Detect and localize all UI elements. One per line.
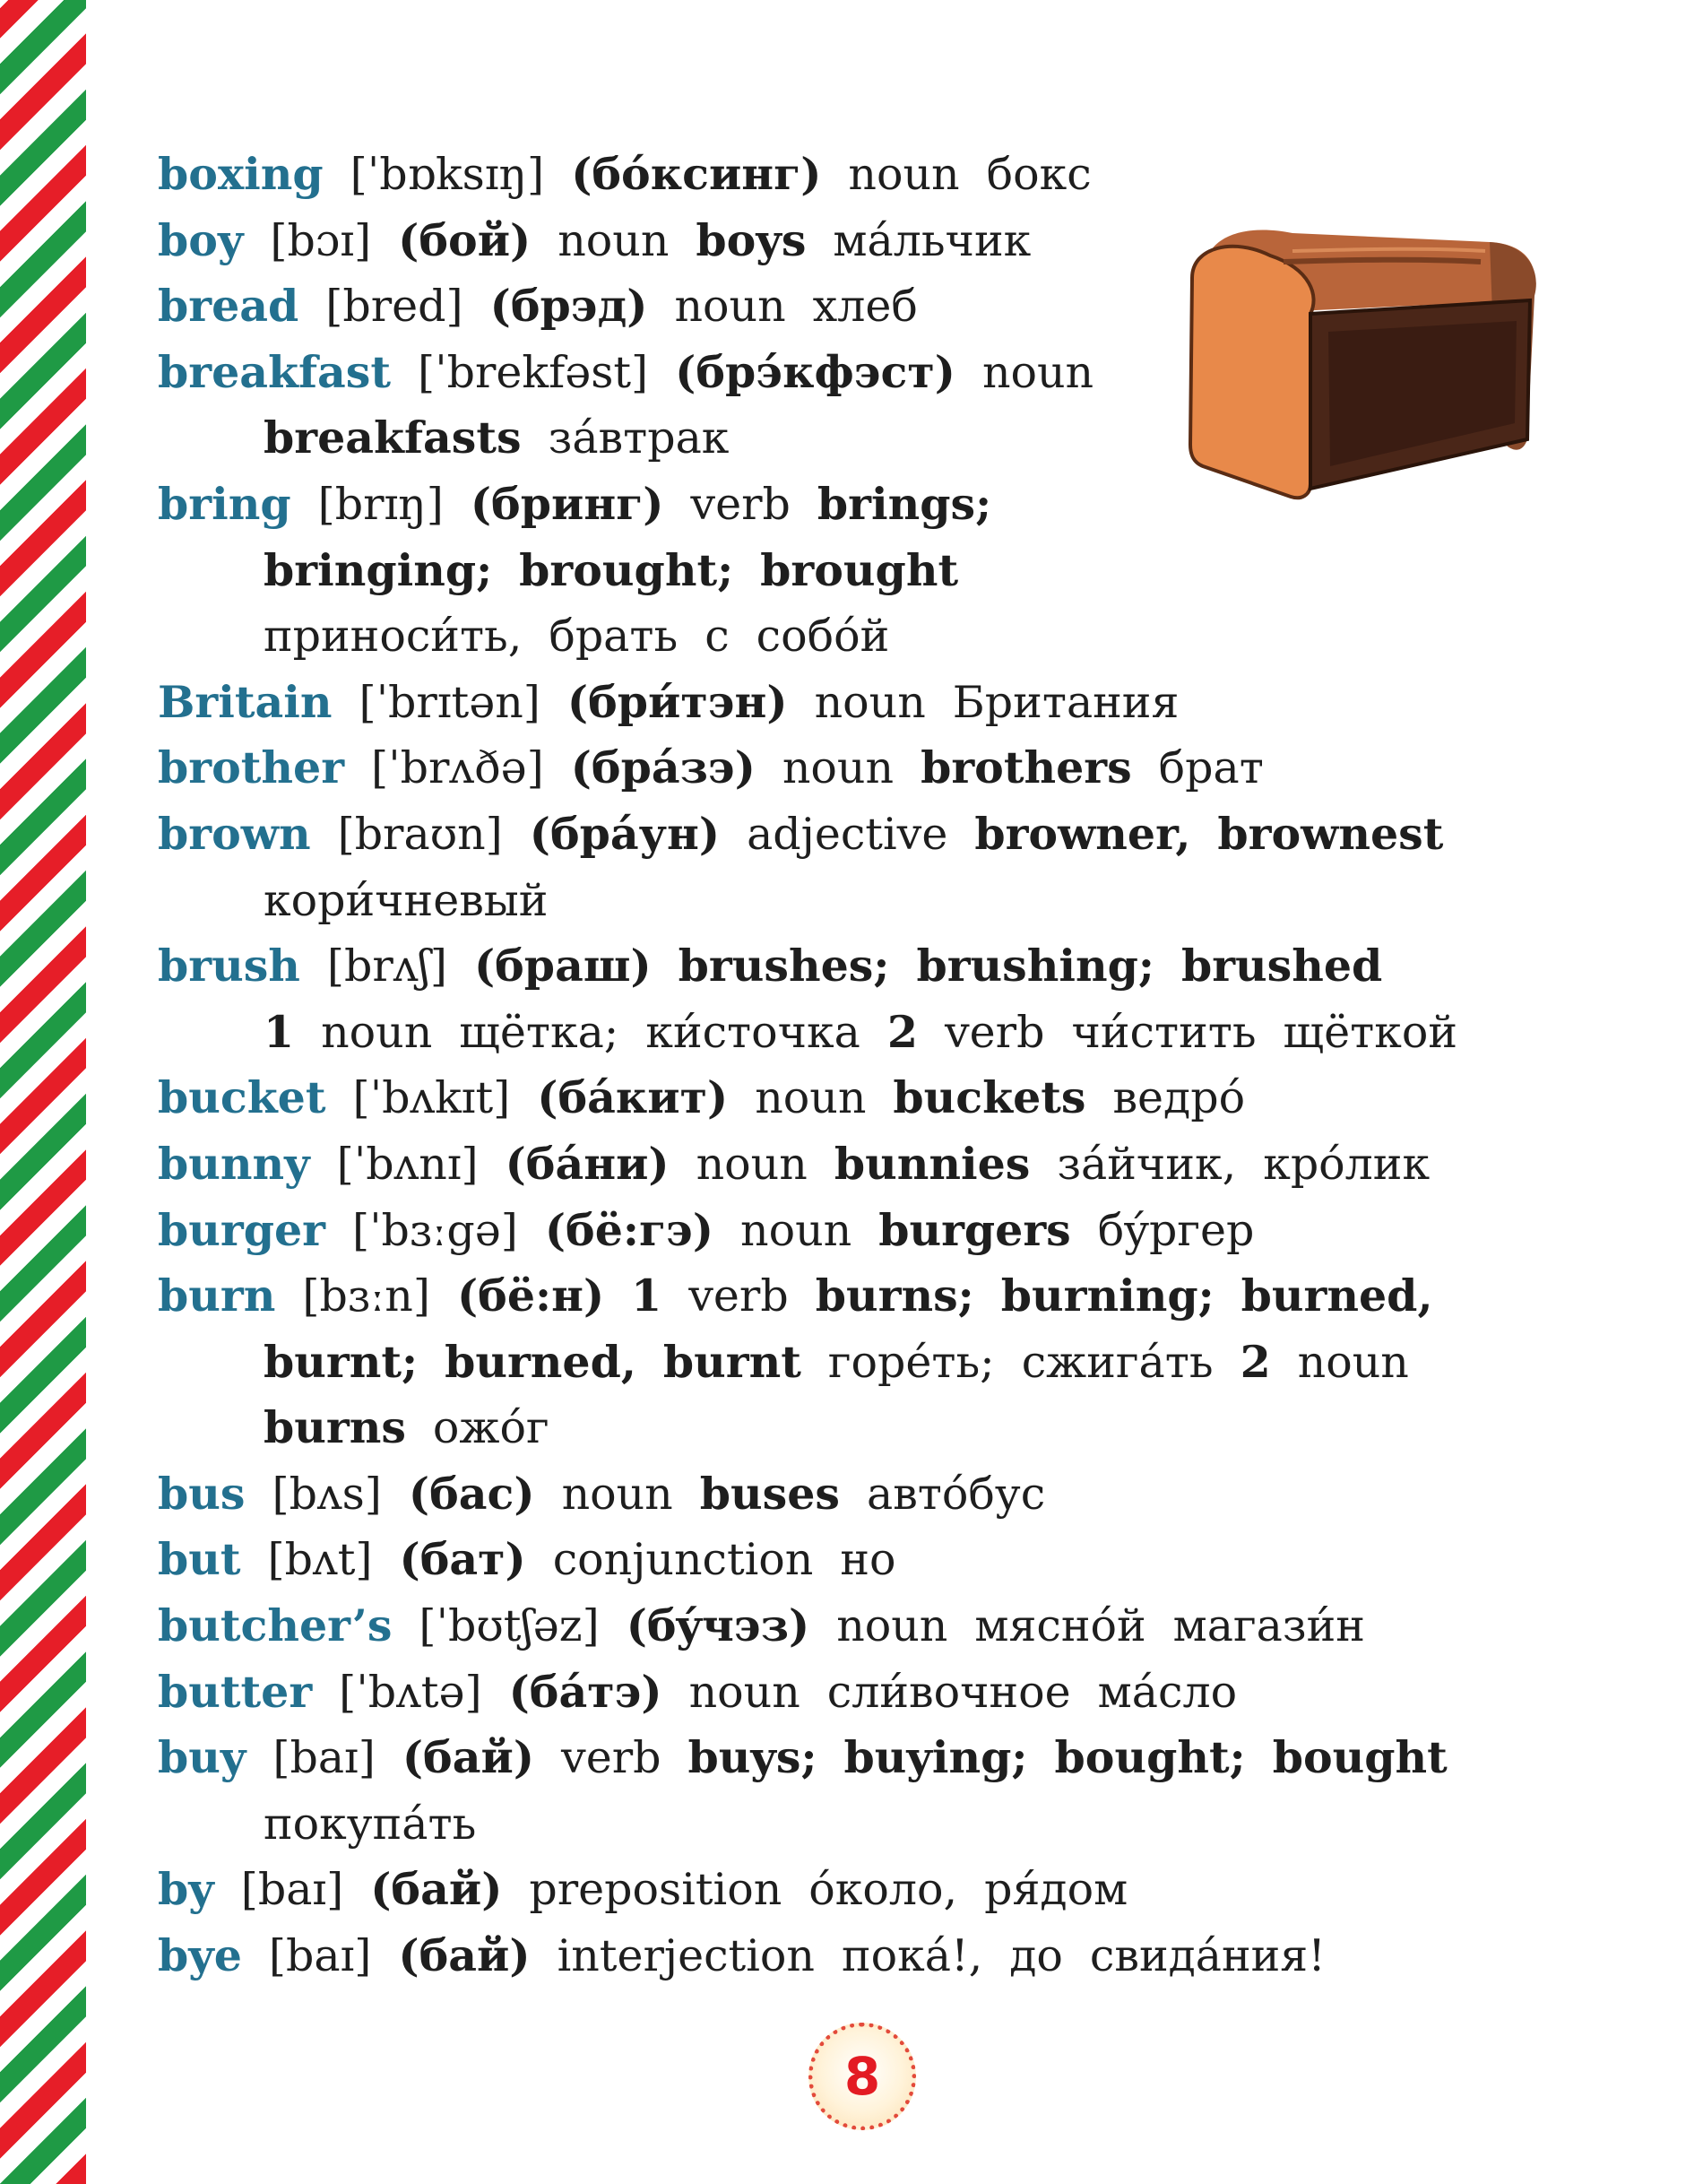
- entry-text: noun: [321, 1006, 433, 1058]
- entry-text: (брáзэ): [570, 741, 756, 794]
- entry-text: [ˈbɜːgə]: [351, 1204, 518, 1256]
- entry-text: хлеб: [812, 281, 918, 333]
- headword: brother: [158, 741, 345, 794]
- entry-text: [ˈbɒksɪŋ]: [350, 149, 545, 200]
- entry-text: сжигáть: [1021, 1336, 1214, 1388]
- entry-line: [158, 670, 1592, 736]
- entry-text: buying;: [843, 1731, 1028, 1784]
- entry-text: buys;: [687, 1731, 817, 1784]
- headword: bunny: [158, 1137, 310, 1190]
- entry-text: burned,: [1241, 1270, 1433, 1322]
- headword: bread: [158, 280, 299, 333]
- entry-text: [ˈbʌnɪ]: [336, 1138, 479, 1190]
- entry-text: до: [1009, 1930, 1063, 1982]
- entry-text: брат: [1158, 742, 1264, 794]
- entry-text: [ˈbrɪtən]: [359, 676, 540, 728]
- entry-text: чи́стить: [1071, 1006, 1257, 1058]
- entry-text: burning;: [1000, 1270, 1215, 1322]
- entry-text: щёткой: [1283, 1006, 1457, 1058]
- decorative-stripe-border: [0, 0, 86, 2184]
- entry-line: [158, 538, 1592, 604]
- entry-text: noun: [740, 1204, 852, 1256]
- headword: burger: [158, 1203, 325, 1256]
- entry-text: noun: [848, 149, 960, 200]
- entry-text: (бат): [399, 1533, 526, 1586]
- entry-text: [bʌs]: [272, 1468, 382, 1520]
- entry-text: noun: [558, 214, 670, 266]
- entry-text: [ˈbʌtə]: [339, 1666, 482, 1718]
- entry-text: (брáун): [529, 807, 721, 860]
- entry-line: [158, 802, 1592, 868]
- entry-text: [baɪ]: [268, 1930, 372, 1982]
- entry-text: verb: [945, 1006, 1045, 1058]
- entry-text: [braʊn]: [337, 808, 503, 860]
- entry-text: brought;: [519, 543, 734, 596]
- entry-text: приноси́ть,: [264, 611, 523, 663]
- headword: butter: [158, 1665, 313, 1718]
- entry-text: Британия: [952, 676, 1180, 728]
- entry-text: brushes;: [678, 940, 890, 992]
- entry-text: магази́н: [1172, 1600, 1365, 1652]
- entry-text: bringing;: [264, 543, 493, 596]
- entry-text: [bɜːn]: [302, 1270, 430, 1322]
- entry-text: но: [840, 1534, 896, 1586]
- entry-text: сли́вочное: [826, 1666, 1071, 1718]
- entry-text: 1: [264, 1005, 295, 1058]
- headword: butcher’s: [158, 1599, 393, 1652]
- entry-text: покá!,: [841, 1930, 983, 1982]
- headword: but: [158, 1533, 241, 1586]
- entry-text: ря́дом: [984, 1864, 1128, 1916]
- entry-text: бокс: [986, 149, 1092, 200]
- headword: bring: [158, 477, 291, 530]
- entry-line: [158, 1593, 1592, 1660]
- entry-text: (бё:гэ): [544, 1203, 714, 1256]
- entry-text: boys: [696, 213, 807, 266]
- headword: by: [158, 1863, 214, 1916]
- entry-text: мáсло: [1097, 1666, 1238, 1718]
- entry-text: noun: [688, 1666, 800, 1718]
- entry-text: [baɪ]: [272, 1732, 376, 1784]
- entry-text: мáльчик: [833, 214, 1032, 266]
- entry-text: burns: [264, 1401, 406, 1454]
- entry-text: (браш): [473, 940, 652, 992]
- entry-text: (брэд): [489, 280, 648, 333]
- headword: brown: [158, 807, 311, 860]
- entry-text: (бýчэз): [626, 1599, 810, 1652]
- entry-text: noun: [782, 742, 895, 794]
- entry-text: brothers: [921, 741, 1132, 794]
- entry-text: brownest: [1217, 807, 1444, 860]
- entry-text: ведрó: [1112, 1072, 1246, 1124]
- entry-text: burnt;: [264, 1335, 419, 1388]
- entry-text: [brɪŋ]: [317, 478, 444, 530]
- headword: boy: [158, 213, 244, 266]
- bread-loaf-illustration: [1185, 215, 1543, 502]
- entry-line: [158, 735, 1592, 802]
- page-number: 8: [808, 2023, 916, 2130]
- entry-text: (бáтэ): [508, 1665, 662, 1718]
- headword: bye: [158, 1929, 242, 1982]
- entry-text: adjective: [747, 808, 948, 860]
- entry-text: [ˈbrʌðə]: [371, 742, 544, 794]
- entry-line: [158, 933, 1592, 1000]
- entry-line: [158, 1725, 1592, 1791]
- entry-text: [ˈbʊtʃəz]: [419, 1600, 600, 1652]
- entry-line: [158, 1330, 1592, 1396]
- entry-text: (бай): [402, 1731, 535, 1784]
- entry-text: brushed: [1180, 940, 1383, 992]
- entry-text: verb: [688, 1270, 789, 1322]
- entry-text: óколо,: [808, 1864, 958, 1916]
- entry-text: горéть;: [827, 1336, 995, 1388]
- entry-text: покупáть: [264, 1798, 477, 1850]
- entry-text: (бáкит): [537, 1071, 729, 1124]
- entry-text: verb: [561, 1732, 661, 1784]
- entry-text: [ˈbrekfəst]: [418, 346, 649, 398]
- entry-text: brings;: [817, 477, 992, 530]
- entry-line: [158, 1395, 1592, 1461]
- entry-text: (бóксинг): [571, 148, 822, 200]
- entry-text: [bʌt]: [267, 1534, 373, 1586]
- entry-text: ожóг: [432, 1402, 549, 1454]
- entry-text: [baɪ]: [240, 1864, 344, 1916]
- entry-text: noun: [836, 1600, 948, 1652]
- entry-text: verb: [690, 478, 791, 530]
- entry-text: buses: [699, 1467, 840, 1520]
- entry-text: кори́чневый: [264, 874, 549, 926]
- entry-text: buckets: [893, 1071, 1086, 1124]
- entry-line: [158, 1263, 1592, 1330]
- entry-line: [158, 1791, 1592, 1858]
- entry-text: interjection: [557, 1930, 815, 1982]
- entry-text: (бринг): [470, 477, 664, 530]
- entry-text: бýргер: [1097, 1204, 1255, 1256]
- headword: brush: [158, 940, 300, 992]
- entry-text: (бай): [398, 1929, 531, 1982]
- entry-text: bought;: [1054, 1731, 1246, 1784]
- entry-line: [158, 142, 1592, 208]
- entry-text: собóй: [756, 611, 890, 663]
- entry-line: [158, 1198, 1592, 1264]
- entry-text: breakfasts: [264, 412, 522, 464]
- entry-text: brushing;: [916, 940, 1154, 992]
- entry-text: noun: [696, 1138, 808, 1190]
- entry-text: burgers: [878, 1203, 1071, 1256]
- entry-text: 1: [631, 1270, 662, 1322]
- entry-text: noun: [814, 676, 926, 728]
- entry-text: noun: [1297, 1336, 1409, 1388]
- entry-line: [158, 1065, 1592, 1131]
- entry-text: зáвтрак: [548, 412, 730, 464]
- entry-text: (бáни): [505, 1137, 670, 1190]
- entry-text: bought: [1272, 1731, 1448, 1784]
- entry-text: [ˈbʌkɪt]: [352, 1072, 511, 1124]
- entry-text: bunnies: [834, 1137, 1031, 1190]
- entry-text: [bɔɪ]: [270, 214, 372, 266]
- entry-line: [158, 868, 1592, 934]
- entry-text: browner,: [974, 807, 1191, 860]
- headword: buy: [158, 1731, 246, 1784]
- headword: Britain: [158, 675, 333, 728]
- entry-text: автóбус: [867, 1468, 1046, 1520]
- entry-text: brought: [760, 543, 959, 596]
- entry-text: [brʌʃ]: [326, 940, 447, 992]
- entry-text: noun: [755, 1072, 867, 1124]
- entry-text: мяснóй: [974, 1600, 1146, 1652]
- entry-text: burns;: [815, 1270, 974, 1322]
- entry-text: conjunction: [552, 1534, 814, 1586]
- headword: burn: [158, 1270, 276, 1322]
- entry-text: (бри́тэн): [566, 675, 788, 728]
- entry-text: [bred]: [325, 281, 463, 333]
- entry-text: щётка;: [459, 1006, 619, 1058]
- entry-line: [158, 1000, 1592, 1066]
- entry-line: [158, 1660, 1592, 1726]
- entry-text: брать: [549, 611, 679, 663]
- entry-text: preposition: [529, 1864, 782, 1916]
- entry-text: noun: [561, 1468, 673, 1520]
- entry-line: [158, 1857, 1592, 1923]
- entry-line: [158, 1923, 1592, 1989]
- headword: boxing: [158, 148, 324, 200]
- entry-text: 2: [1240, 1335, 1271, 1388]
- entry-text: с: [705, 611, 730, 663]
- entry-text: (брэ́кфэст): [675, 345, 955, 398]
- entry-text: свидáния!: [1089, 1930, 1326, 1982]
- entry-text: (бас): [408, 1467, 535, 1520]
- entry-text: (бой): [398, 213, 532, 266]
- entry-text: noun: [981, 346, 1094, 398]
- entry-text: зáйчик,: [1057, 1138, 1237, 1190]
- entry-text: ки́сточка: [645, 1006, 860, 1058]
- entry-text: noun: [674, 281, 786, 333]
- headword: bus: [158, 1467, 246, 1520]
- entry-text: burnt: [662, 1335, 801, 1388]
- entry-text: (бё:н): [456, 1270, 605, 1322]
- headword: bucket: [158, 1071, 326, 1124]
- entry-text: (бай): [370, 1863, 503, 1916]
- entry-text: 2: [886, 1005, 918, 1058]
- entry-line: [158, 603, 1592, 670]
- entry-text: burned,: [445, 1335, 636, 1388]
- entry-text: крóлик: [1263, 1138, 1431, 1190]
- entry-line: [158, 1131, 1592, 1198]
- entry-line: [158, 1527, 1592, 1593]
- headword: breakfast: [158, 345, 392, 398]
- entry-line: [158, 1461, 1592, 1528]
